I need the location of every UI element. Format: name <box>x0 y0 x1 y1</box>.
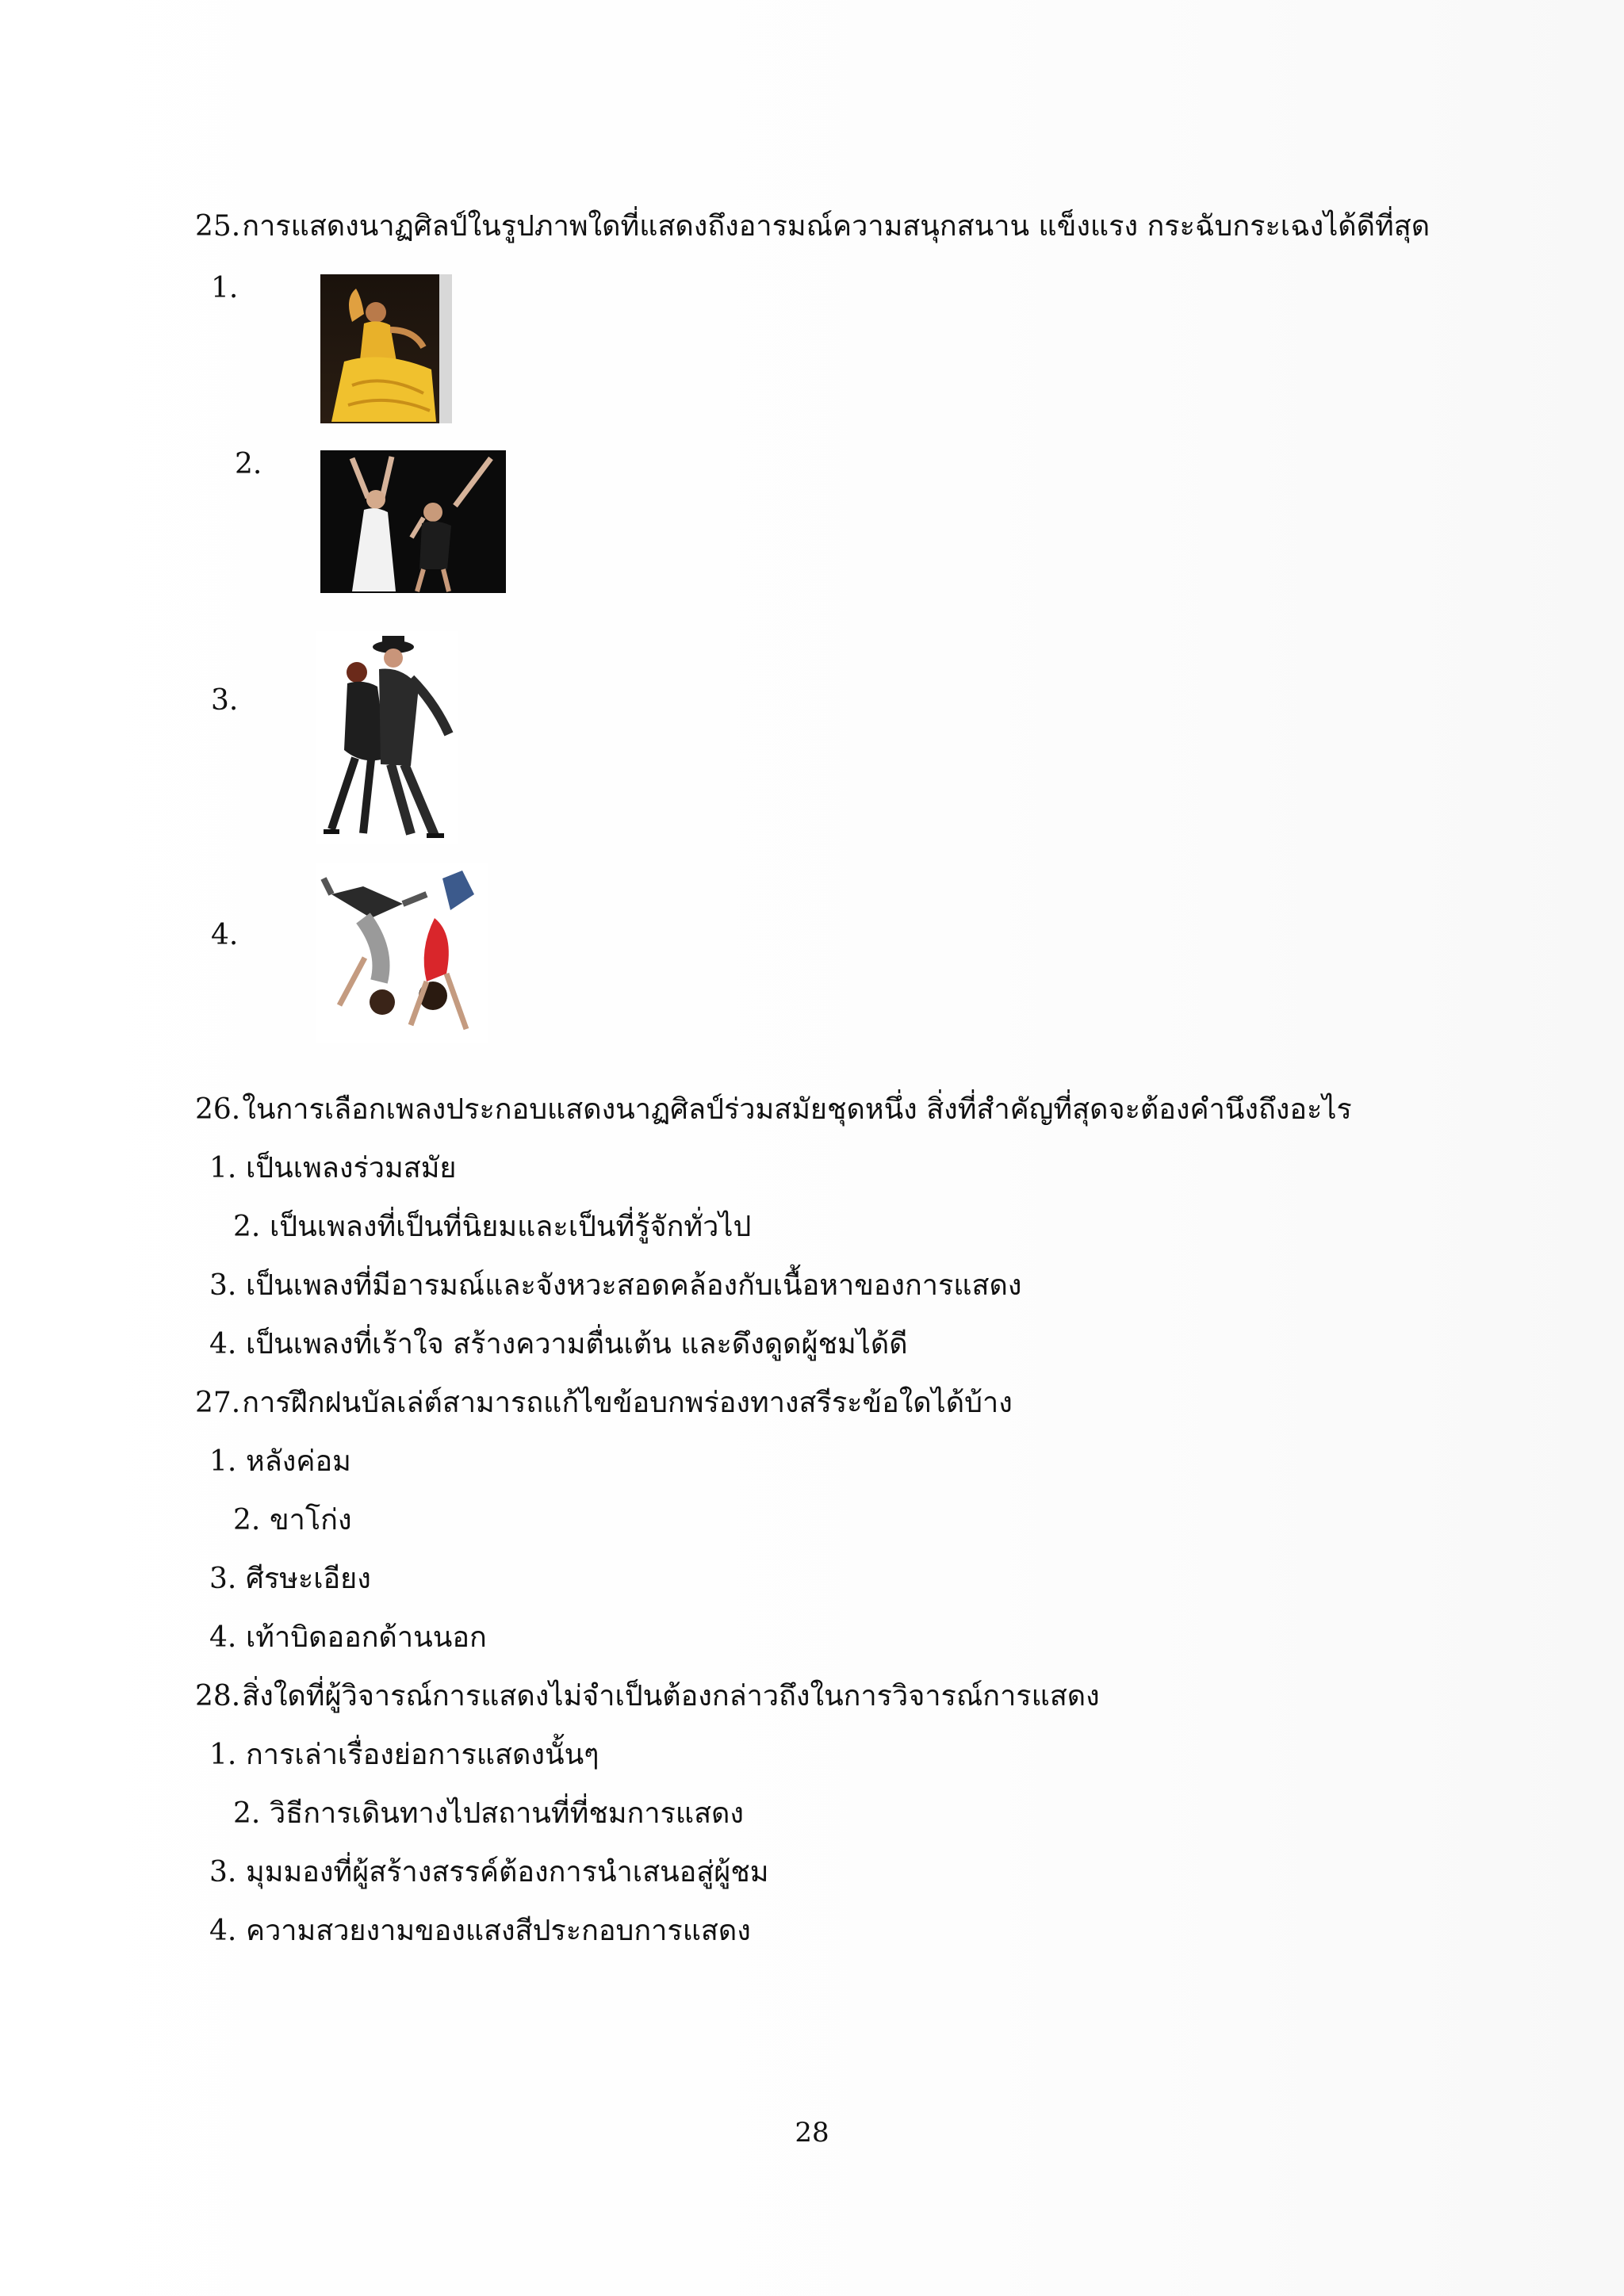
question-text: สิ่งใดที่ผู้วิจารณ์การแสดงไม่จำเป็นต้องกล่าวถึงในการวิจารณ์การแสดง <box>242 1680 1100 1712</box>
q26-option-3: 3. เป็นเพลงที่มีอารมณ์และจังหวะสอดคล้องกับเนื้อหาของการแสดง <box>209 1269 1022 1302</box>
q28-option-1: 1. การเล่าเรื่องย่อการแสดงนั้นๆ <box>209 1739 599 1771</box>
q25-option-2-number: 2. <box>235 448 262 480</box>
q28-option-4: 4. ความสวยงามของแสงสีประกอบการแสดง <box>209 1915 751 1947</box>
question-26 <box>195 1091 1352 1129</box>
indian-dancer-photo <box>320 274 452 423</box>
q26-option-1: 1. เป็นเพลงร่วมสมัย <box>209 1152 457 1184</box>
q25-option-1-number: 1. <box>211 272 239 304</box>
breakdancers-photo <box>316 863 488 1043</box>
question-27 <box>195 1384 1013 1422</box>
question-28 <box>195 1678 1100 1716</box>
contemporary-dancers-photo <box>320 450 506 593</box>
q26-option-4: 4. เป็นเพลงที่เร้าใจ สร้างความตื่นเต้น และดึงดูดผู้ชมได้ดี <box>209 1328 908 1360</box>
question-number: 28. <box>195 1680 241 1712</box>
question-text: การแสดงนาฏศิลป์ในรูปภาพใดที่แสดงถึงอารมณ์ความสนุกสนาน แข็งแรง กระฉับกระเฉงได้ดีที่สุด <box>242 210 1431 243</box>
q27-option-2: 2. ขาโก่ง <box>233 1504 352 1536</box>
q28-option-3: 3. มุมมองที่ผู้สร้างสรรค์ต้องการนำเสนอสู่ผู้ชม <box>209 1856 769 1888</box>
question-25 <box>195 208 1430 246</box>
question-text: ในการเลือกเพลงประกอบแสดงนาฏศิลป์ร่วมสมัยชุดหนึ่ง สิ่งที่สำคัญที่สุดจะต้องคำนึงถึงอะไร <box>242 1093 1352 1126</box>
q27-option-1: 1. หลังค่อม <box>209 1445 351 1478</box>
question-number: 26. <box>195 1093 241 1126</box>
question-number: 27. <box>195 1387 241 1419</box>
page-number: 28 <box>795 2117 829 2149</box>
question-text: การฝึกฝนบัลเล่ต์สามารถแก้ไขข้อบกพร่องทางสรีระข้อใดได้บ้าง <box>242 1387 1013 1419</box>
question-number: 25. <box>195 210 241 243</box>
q28-option-2: 2. วิธีการเดินทางไปสถานที่ที่ชมการแสดง <box>233 1797 745 1830</box>
q25-option-4-number: 4. <box>211 919 239 951</box>
q25-option-3-number: 3. <box>211 684 239 717</box>
tango-couple-photo <box>316 631 458 844</box>
q26-option-2: 2. เป็นเพลงที่เป็นที่นิยมและเป็นที่รู้จักทั่วไป <box>233 1211 752 1243</box>
q27-option-3: 3. ศีรษะเอียง <box>209 1563 371 1595</box>
q27-option-4: 4. เท้าบิดออกด้านนอก <box>209 1621 487 1654</box>
